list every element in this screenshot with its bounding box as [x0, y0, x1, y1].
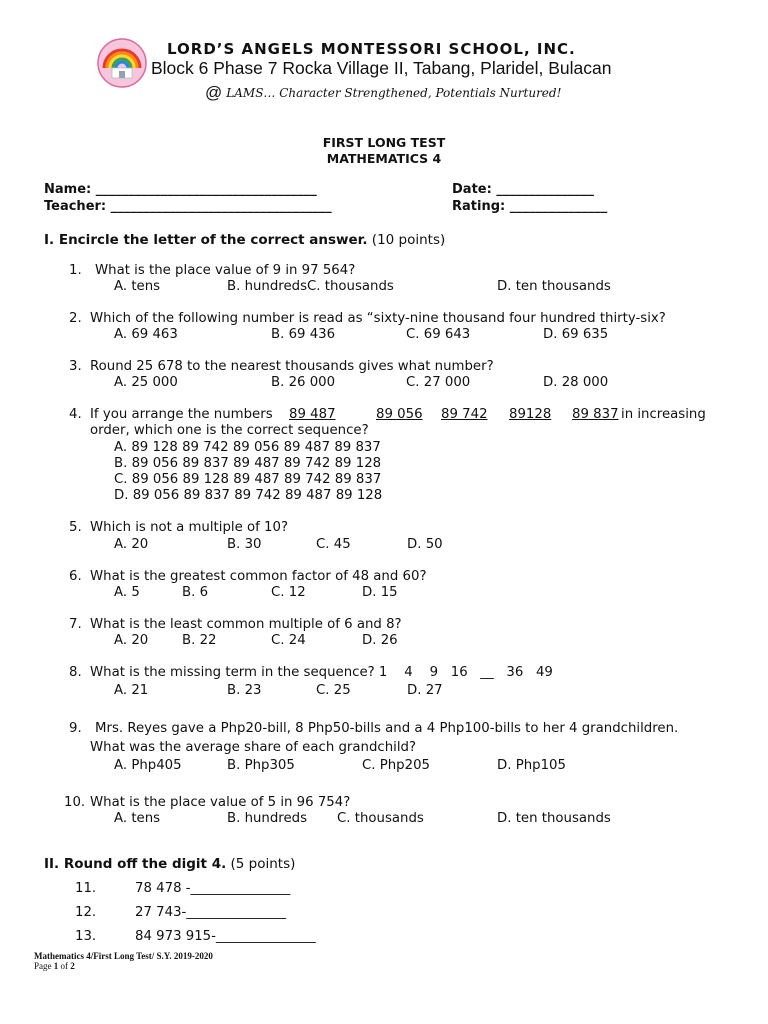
q4-number-4: 89128: [509, 407, 552, 422]
school-motto: [205, 82, 561, 102]
footer-page-number: Page 1 of 2: [34, 961, 75, 971]
date-field[interactable]: [452, 182, 594, 197]
q12-number: 12.: [75, 905, 97, 920]
q13-number: 13.: [75, 929, 97, 944]
q3-number: 3.: [69, 359, 82, 374]
footer-course-line: Mathematics 4/First Long Test/ S.Y. 2019-2020: [34, 951, 213, 961]
q9-option-b[interactable]: B. Php305: [227, 758, 295, 773]
q10-option-a[interactable]: A. tens: [114, 811, 161, 826]
q10-text: What is the place value of 5 in 96 754?: [90, 795, 351, 810]
q10-number: 10.: [64, 795, 86, 810]
q3-option-b[interactable]: B. 26 000: [271, 375, 336, 390]
q2-text: Which of the following number is read as “sixty-nine thousand four hundred thirty-six?: [90, 311, 666, 326]
q10-option-d[interactable]: D. ten thousands: [497, 811, 611, 826]
q1-option-d[interactable]: D. ten thousands: [497, 279, 611, 294]
q12-text[interactable]: 27 743-_______________: [135, 905, 287, 920]
q4-option-b[interactable]: B. 89 056 89 837 89 487 89 742 89 128: [114, 456, 382, 471]
q4-number-2: 89 056: [376, 407, 423, 422]
school-address: Block 6 Phase 7 Rocka Village II, Tabang, Plaridel, Bulacan: [151, 58, 612, 78]
q1-option-bc[interactable]: B. hundredsC. thousands: [227, 279, 394, 294]
q4-option-d[interactable]: D. 89 056 89 837 89 742 89 487 89 128: [114, 488, 383, 503]
part2-heading: II. Round off the digit 4. (5 points): [44, 856, 296, 872]
q6-option-b[interactable]: B. 6: [182, 585, 209, 600]
q4-text-end: in increasing: [621, 407, 706, 422]
q6-text: What is the greatest common factor of 48 and 60?: [90, 569, 427, 584]
q7-text: What is the least common multiple of 6 and 8?: [90, 617, 402, 632]
teacher-field[interactable]: [44, 199, 332, 214]
motto-at-symbol: @: [205, 83, 223, 102]
q5-option-c[interactable]: C. 45: [316, 537, 351, 552]
part1-heading: I. Encircle the letter of the correct answer. (10 points): [44, 232, 446, 248]
name-field[interactable]: [44, 182, 317, 197]
q11-number: 11.: [75, 881, 97, 896]
rating-field[interactable]: [452, 199, 607, 214]
rating-blank: _______________: [509, 199, 608, 214]
teacher-blank: __________________________________: [110, 199, 332, 214]
q5-number: 5.: [69, 520, 82, 535]
q2-option-a[interactable]: A. 69 463: [114, 327, 178, 342]
q4-option-c[interactable]: C. 89 056 89 128 89 487 89 742 89 837: [114, 472, 382, 487]
q4-text: If you arrange the numbers: [90, 407, 273, 422]
q8-option-b[interactable]: B. 23: [227, 683, 262, 698]
q6-number: 6.: [69, 569, 82, 584]
q7-number: 7.: [69, 617, 82, 632]
q4-number: 4.: [69, 407, 82, 422]
q9-text-line2: What was the average share of each grandchild?: [90, 740, 417, 755]
q1-text: What is the place value of 9 in 97 564?: [95, 263, 356, 278]
q6-option-d[interactable]: D. 15: [362, 585, 398, 600]
q2-option-d[interactable]: D. 69 635: [543, 327, 609, 342]
q7-option-d[interactable]: D. 26: [362, 633, 398, 648]
rating-label: Rating:: [452, 199, 506, 214]
name-blank: __________________________________: [95, 182, 317, 197]
q6-option-a[interactable]: A. 5: [114, 585, 140, 600]
q3-option-d[interactable]: D. 28 000: [543, 375, 609, 390]
q1-option-a[interactable]: A. tens: [114, 279, 161, 294]
q8-text: What is the missing term in the sequence? 1 4 9 16 __ 36 49: [90, 665, 553, 680]
school-logo: [97, 38, 147, 88]
q9-option-a[interactable]: A. Php405: [114, 758, 182, 773]
q2-option-b[interactable]: B. 69 436: [271, 327, 336, 342]
q5-option-b[interactable]: B. 30: [227, 537, 262, 552]
q7-option-a[interactable]: A. 20: [114, 633, 149, 648]
name-label: Name:: [44, 182, 92, 197]
q4-option-a[interactable]: A. 89 128 89 742 89 056 89 487 89 837: [114, 440, 381, 455]
teacher-label: Teacher:: [44, 199, 107, 214]
q3-option-a[interactable]: A. 25 000: [114, 375, 178, 390]
q11-text[interactable]: 78 478 -_______________: [135, 881, 291, 896]
q13-text[interactable]: 84 973 915-_______________: [135, 929, 316, 944]
q2-number: 2.: [69, 311, 82, 326]
q8-number: 8.: [69, 665, 82, 680]
q5-text: Which is not a multiple of 10?: [90, 520, 289, 535]
q3-text: Round 25 678 to the nearest thousands gives what number?: [90, 359, 494, 374]
q8-option-a[interactable]: A. 21: [114, 683, 149, 698]
motto-text: LAMS… Character Strengthened, Potentials Nurtured!: [226, 86, 562, 100]
q6-option-c[interactable]: C. 12: [271, 585, 306, 600]
q10-option-b[interactable]: B. hundreds: [227, 811, 308, 826]
q8-option-d[interactable]: D. 27: [407, 683, 443, 698]
q1-number: 1.: [69, 263, 82, 278]
q9-text: Mrs. Reyes gave a Php20-bill, 8 Php50-bills and a 4 Php100-bills to her 4 grandchildren.: [95, 721, 679, 736]
school-name: LORD’S ANGELS MONTESSORI SCHOOL, INC.: [167, 40, 576, 58]
q9-number: 9.: [69, 721, 82, 736]
q10-option-c[interactable]: C. thousands: [337, 811, 424, 826]
q4-text-line2: order, which one is the correct sequence?: [90, 423, 369, 438]
test-title: FIRST LONG TEST: [322, 135, 446, 150]
q3-option-c[interactable]: C. 27 000: [406, 375, 471, 390]
test-subject: MATHEMATICS 4: [326, 151, 442, 166]
q7-option-b[interactable]: B. 22: [182, 633, 217, 648]
q4-number-5: 89 837: [572, 407, 619, 422]
q8-option-c[interactable]: C. 25: [316, 683, 351, 698]
date-blank: _______________: [496, 182, 594, 197]
q5-option-a[interactable]: A. 20: [114, 537, 149, 552]
q4-number-1: 89 487: [289, 407, 336, 422]
q4-number-3: 89 742: [441, 407, 488, 422]
q5-option-d[interactable]: D. 50: [407, 537, 443, 552]
date-label: Date:: [452, 182, 492, 197]
q9-option-c[interactable]: C. Php205: [362, 758, 431, 773]
q9-option-d[interactable]: D. Php105: [497, 758, 566, 773]
q7-option-c[interactable]: C. 24: [271, 633, 306, 648]
q2-option-c[interactable]: C. 69 643: [406, 327, 471, 342]
